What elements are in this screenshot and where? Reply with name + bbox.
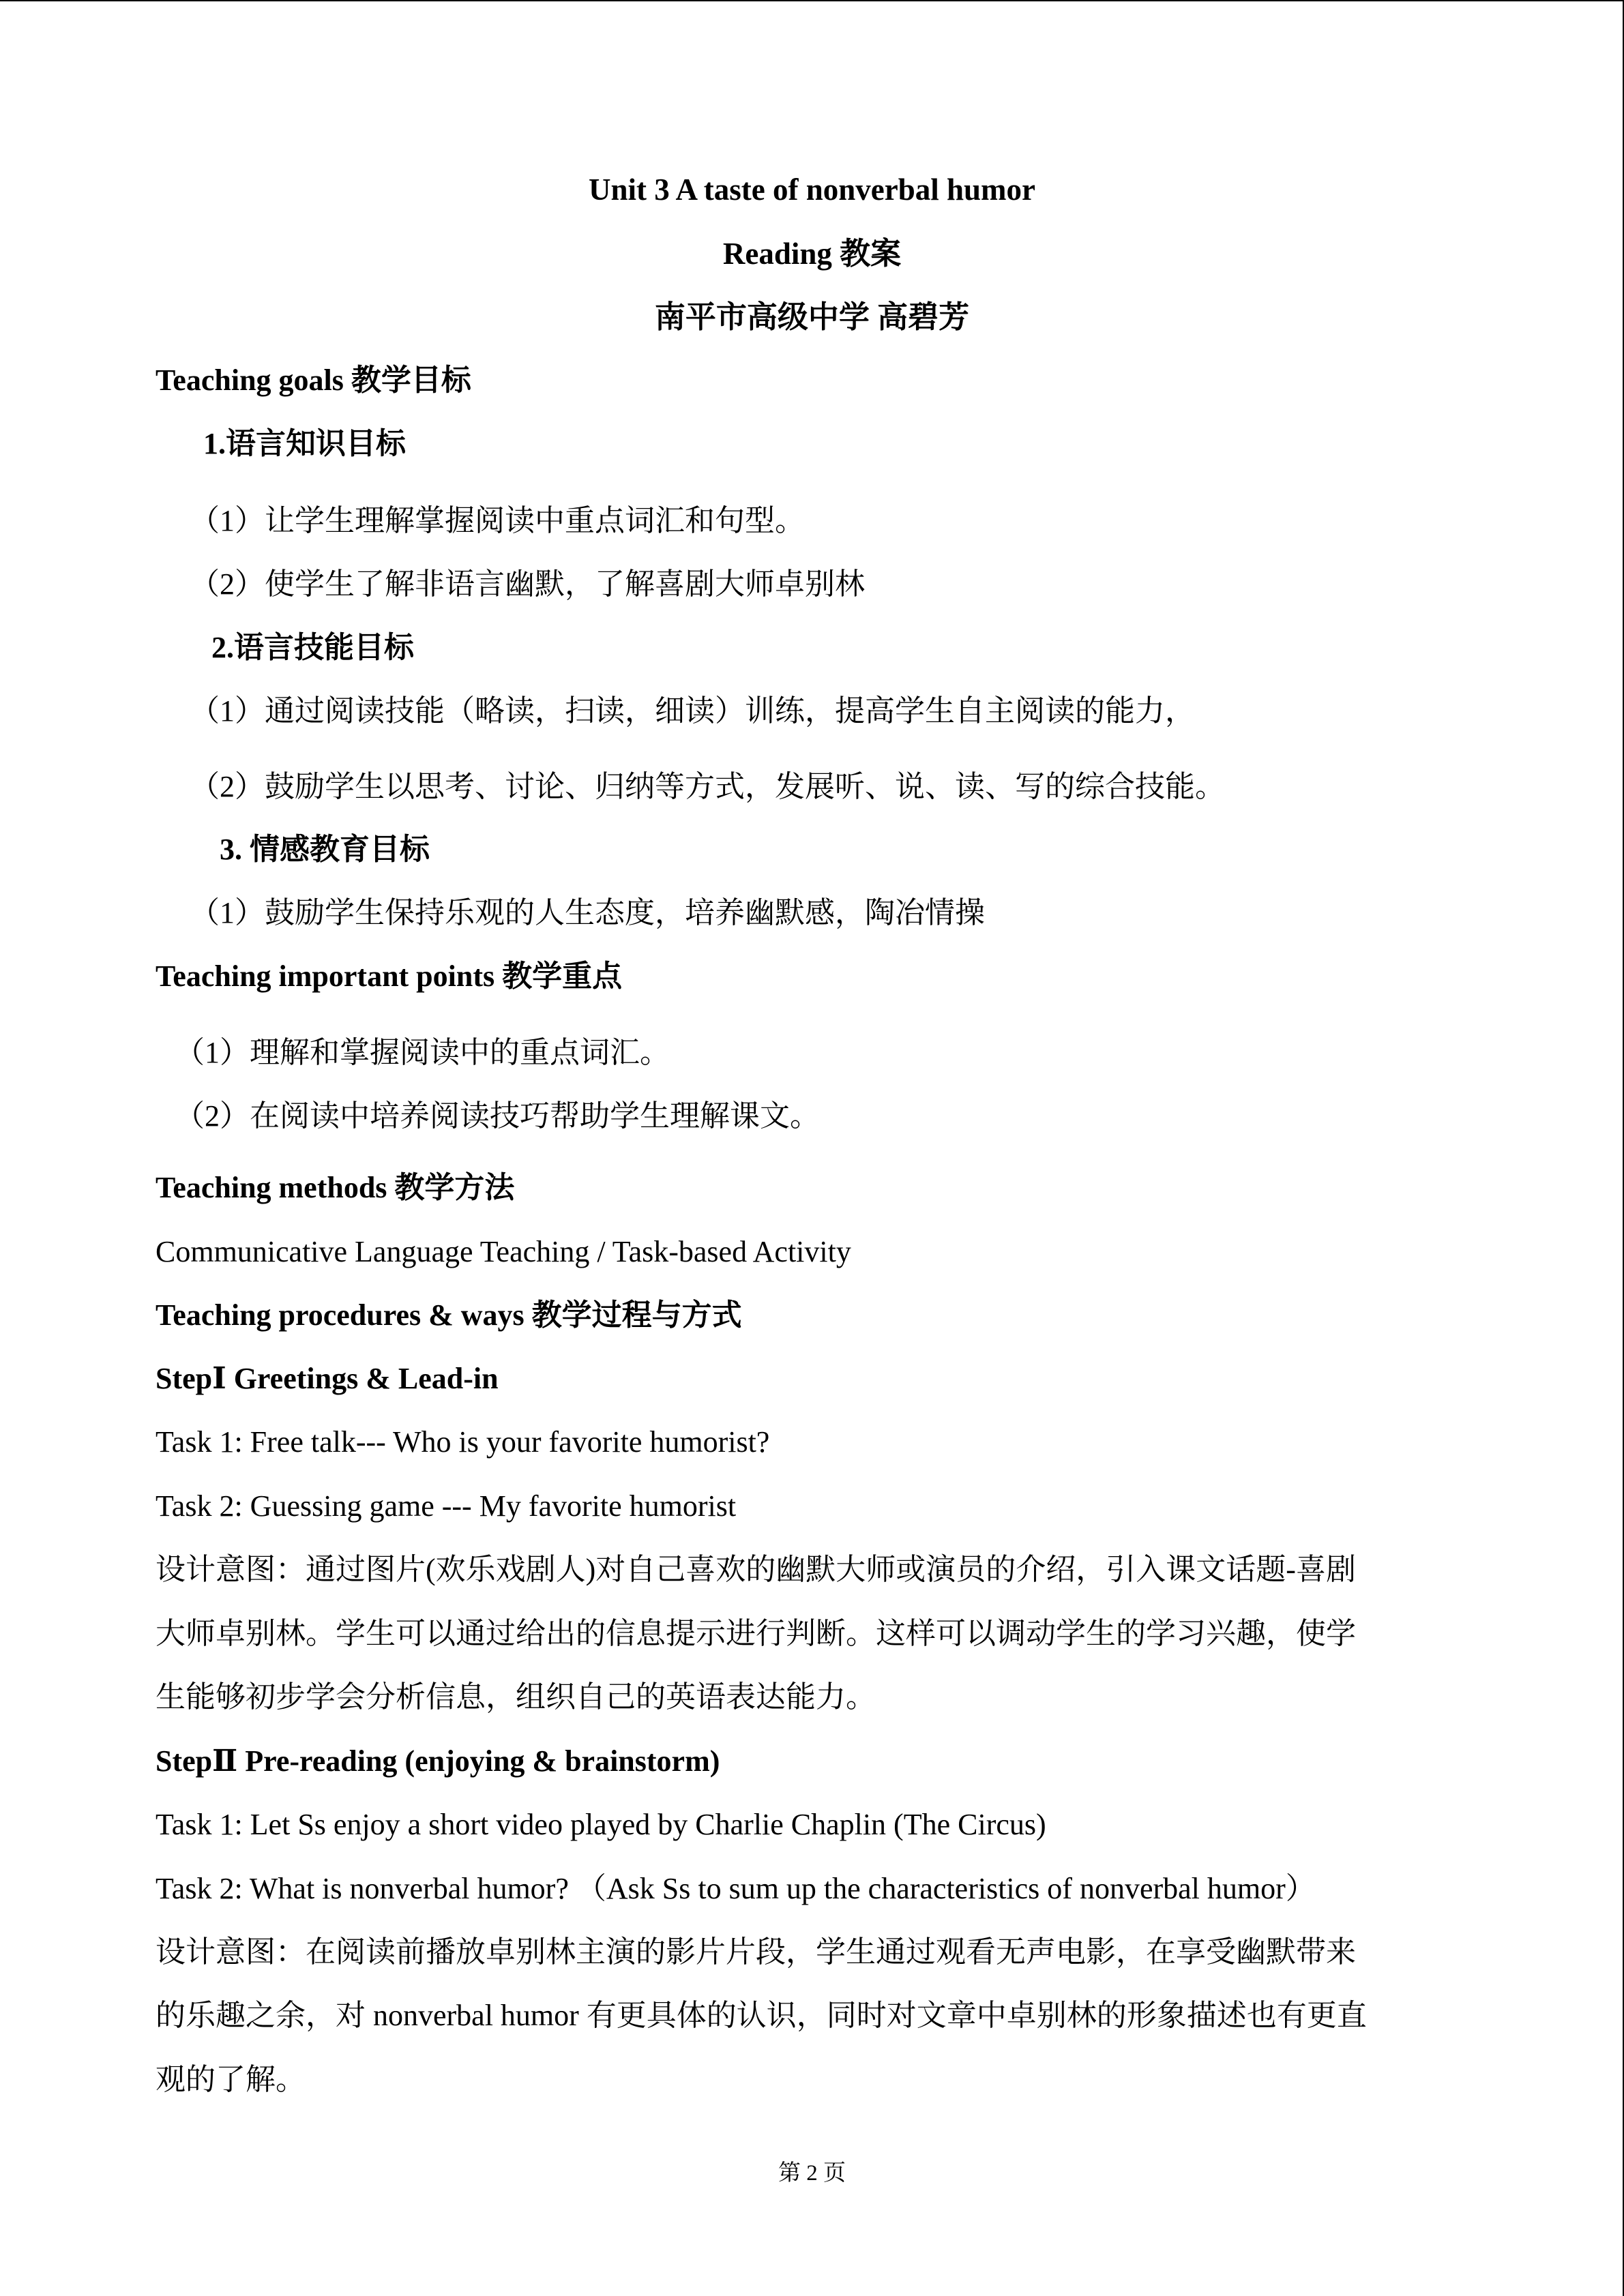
step-1-design-line: 设计意图：通过图片(欢乐戏剧人)对自己喜欢的幽默大师或演员的介绍，引入课文话题-喜剧 bbox=[156, 1553, 1356, 1586]
important-point-item: （1）理解和掌握阅读中的重点词汇。 bbox=[175, 1036, 670, 1069]
document-author: 南平市高级中学 高碧芳 bbox=[654, 300, 970, 334]
goal-heading-skills: 2.语言技能目标 bbox=[211, 631, 414, 664]
step-2-design-line: 观的了解。 bbox=[156, 2063, 306, 2096]
goal-heading-emotion: 3. 情感教育目标 bbox=[220, 833, 430, 866]
section-heading-important-points: Teaching important points 教学重点 bbox=[156, 959, 623, 993]
section-heading-goals: Teaching goals 教学目标 bbox=[156, 363, 471, 397]
step-2-heading: StepⅡ Pre-reading (enjoying & brainstorm) bbox=[156, 1744, 720, 1778]
goal-item: （2）鼓励学生以思考、讨论、归纳等方式，发展听、说、读、写的综合技能。 bbox=[190, 770, 1225, 803]
important-point-item: （2）在阅读中培养阅读技巧帮助学生理解课文。 bbox=[175, 1099, 820, 1133]
step-1-heading: StepⅠ Greetings & Lead-in bbox=[156, 1362, 499, 1395]
goal-item: （1）鼓励学生保持乐观的人生态度，培养幽默感，陶冶情操 bbox=[190, 896, 985, 929]
step-1-task-1: Task 1: Free talk--- Who is your favorite humorist? bbox=[156, 1425, 770, 1459]
step-1-design-line: 生能够初步学会分析信息，组织自己的英语表达能力。 bbox=[156, 1680, 876, 1714]
goal-item: （2）使学生了解非语言幽默，了解喜剧大师卓别林 bbox=[190, 567, 865, 601]
step-1-task-2: Task 2: Guessing game --- My favorite humorist bbox=[156, 1489, 737, 1523]
step-2-task-2: Task 2: What is nonverbal humor? （Ask Ss to sum up the characteristics of nonverbal humor） bbox=[156, 1872, 1316, 1905]
methods-text: Communicative Language Teaching / Task-based Activity bbox=[156, 1235, 851, 1268]
step-2-design-line: 设计意图：在阅读前播放卓别林主演的影片片段，学生通过观看无声电影，在享受幽默带来 bbox=[156, 1935, 1356, 1969]
step-2-task-1: Task 1: Let Ss enjoy a short video played by Charlie Chaplin (The Circus) bbox=[156, 1808, 1046, 1841]
document-subtitle: Reading 教案 bbox=[722, 237, 902, 271]
goal-item: （1）通过阅读技能（略读，扫读，细读）训练，提高学生自主阅读的能力， bbox=[190, 694, 1195, 728]
page-number: 第 2 页 bbox=[778, 2161, 846, 2186]
goal-item: （1）让学生理解掌握阅读中重点词汇和句型。 bbox=[190, 504, 805, 537]
document-title: Unit 3 A taste of nonverbal humor bbox=[588, 173, 1036, 207]
section-heading-procedures: Teaching procedures & ways 教学过程与方式 bbox=[156, 1298, 742, 1332]
goal-heading-knowledge: 1.语言知识目标 bbox=[203, 427, 406, 460]
step-2-design-line: 的乐趣之余，对 nonverbal humor 有更具体的认识，同时对文章中卓别林的形象描述也有更直 bbox=[156, 1999, 1367, 2032]
section-heading-methods: Teaching methods 教学方法 bbox=[156, 1171, 515, 1204]
step-1-design-line: 大师卓别林。学生可以通过给出的信息提示进行判断。这样可以调动学生的学习兴趣，使学 bbox=[156, 1617, 1356, 1650]
